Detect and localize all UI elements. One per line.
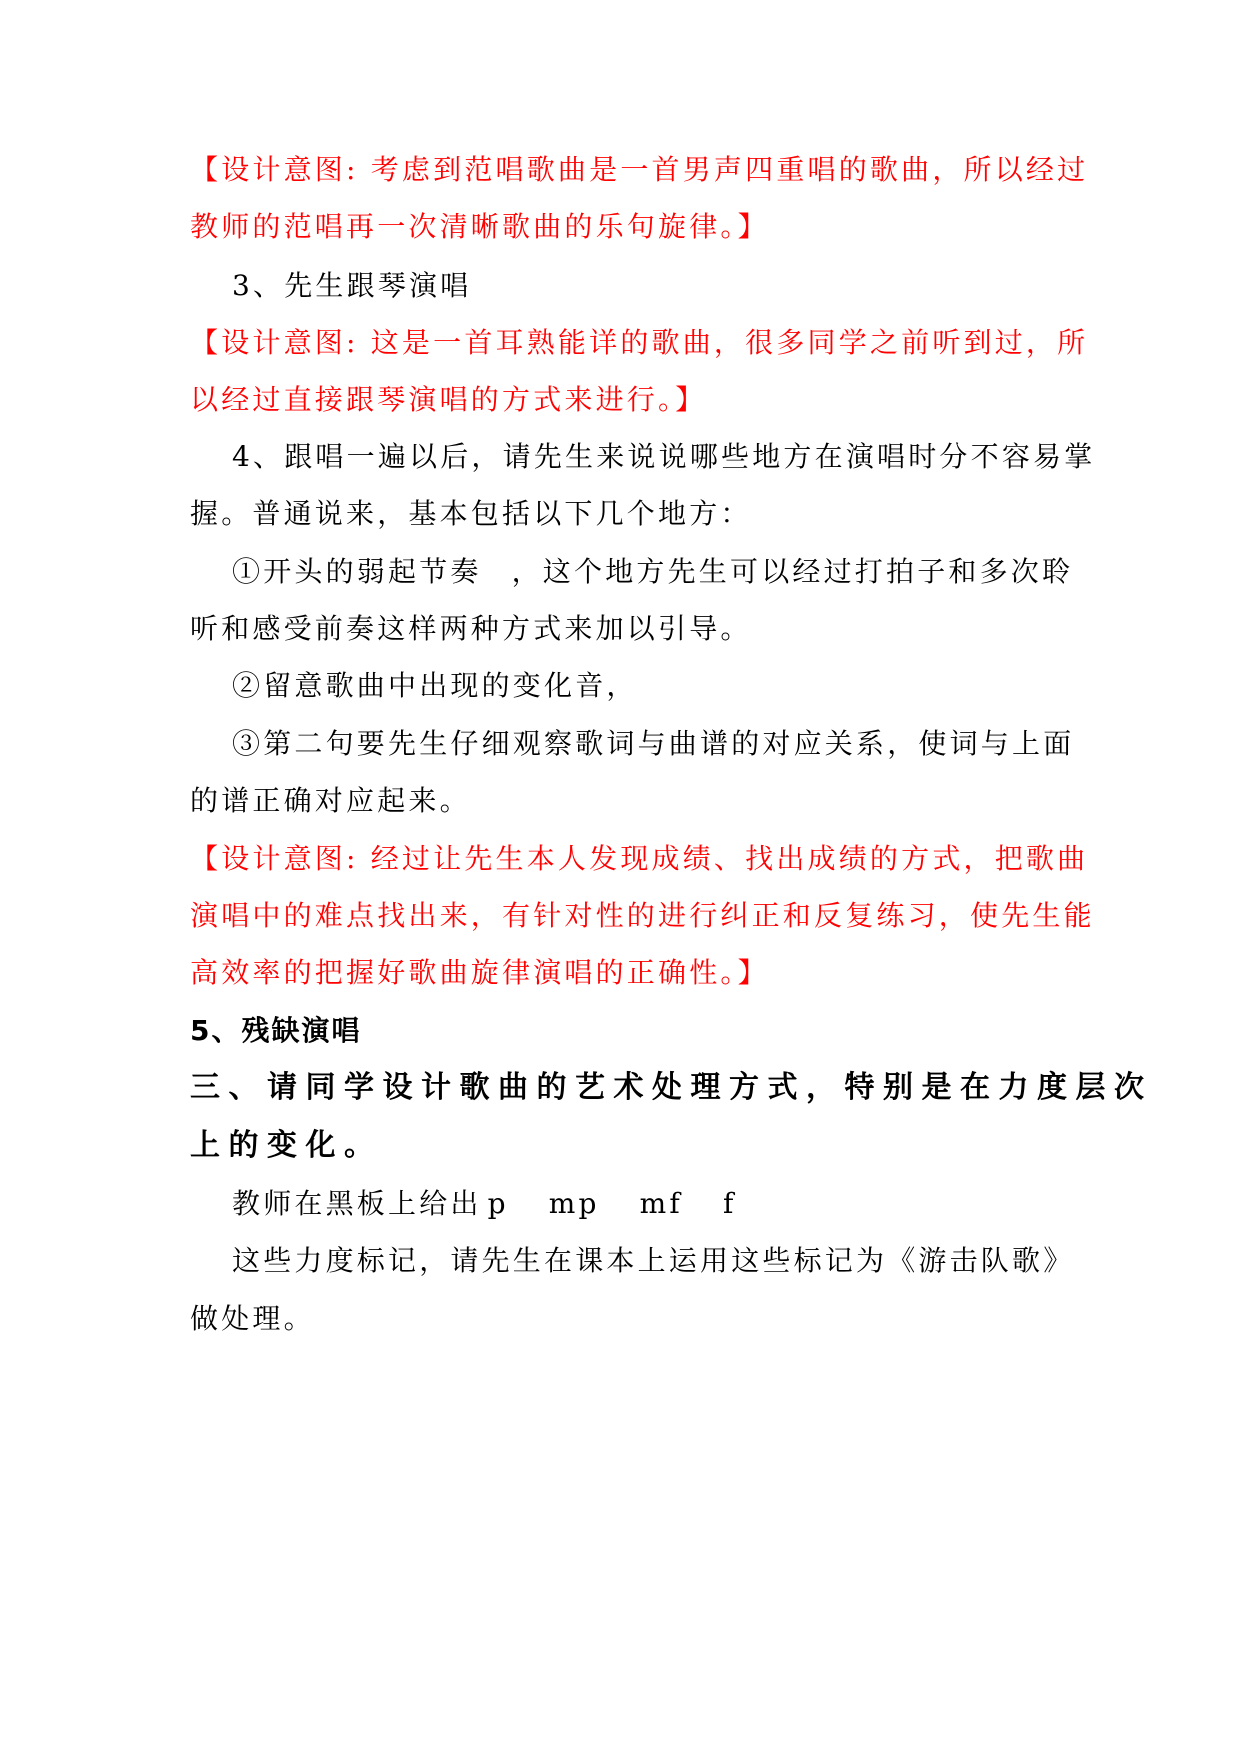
dynamic-mark-mf: mf xyxy=(639,1187,683,1220)
point-3-line-2: 的谱正确对应起来。 xyxy=(190,784,471,817)
closing-line-2: 做处理。 xyxy=(190,1302,315,1335)
closing-line-1: 这些力度标记，请先生在课本上运用这些标记为《游击队歌》 xyxy=(232,1244,1075,1277)
point-1-line-1 xyxy=(232,552,1073,592)
point-1-line-2: 听和感受前奏这样两种方式来加以引导。 xyxy=(190,612,752,645)
point-1-text-b: ，这个地方先生可以经过打拍子和多次聆 xyxy=(511,555,1074,588)
design-note-1-line-1: 【设计意图: 考虑到范唱歌曲是一首男声四重唱的歌曲，所以经过 xyxy=(190,153,1089,186)
design-note-2-line-1: 【设计意图: 这是一首耳熟能详的歌曲，很多同学之前听到过，所 xyxy=(190,326,1089,359)
blackboard-line xyxy=(232,1184,737,1224)
design-note-3-line-1: 【设计意图: 经过让先生本人发现成绩、找出成绩的方式，把歌曲 xyxy=(190,842,1089,875)
section-3-heading-line-1: 三、请同学设计歌曲的艺术处理方式，特别是在力度层次 xyxy=(190,1070,1153,1105)
dynamic-mark-p: p xyxy=(487,1187,509,1220)
step-3: 3、先生跟琴演唱 xyxy=(232,269,472,302)
design-note-3-line-2: 演唱中的难点找出来，有针对性的进行纠正和反复练习，使先生能 xyxy=(190,899,1095,932)
step-5-heading: 5、残缺演唱 xyxy=(190,1014,362,1047)
point-1-text-a: ①开头的弱起节奏 xyxy=(232,555,482,588)
dynamic-mark-f: f xyxy=(722,1187,737,1220)
point-3-line-1: ③第二句要先生仔细观察歌词与曲谱的对应关系，使词与上面 xyxy=(232,727,1075,760)
design-note-1-line-2: 教师的范唱再一次清晰歌曲的乐句旋律。】 xyxy=(190,210,769,243)
step-4-line-2: 握。普通说来，基本包括以下几个地方： xyxy=(190,497,752,530)
dynamic-mark-mp: mp xyxy=(548,1187,600,1220)
point-2: ②留意歌曲中出现的变化音， xyxy=(232,669,638,702)
step-4-line-1: 4、跟唱一遍以后，请先生来说说哪些地方在演唱时分不容易掌 xyxy=(232,440,1096,473)
section-3-heading-line-2: 上的变化。 xyxy=(190,1128,383,1163)
design-note-3-line-3: 高效率的把握好歌曲旋律演唱的正确性。】 xyxy=(190,956,769,989)
design-note-2-line-2: 以经过直接跟琴演唱的方式来进行。】 xyxy=(190,383,707,416)
blackboard-prefix: 教师在黑板上给出 xyxy=(232,1187,482,1220)
